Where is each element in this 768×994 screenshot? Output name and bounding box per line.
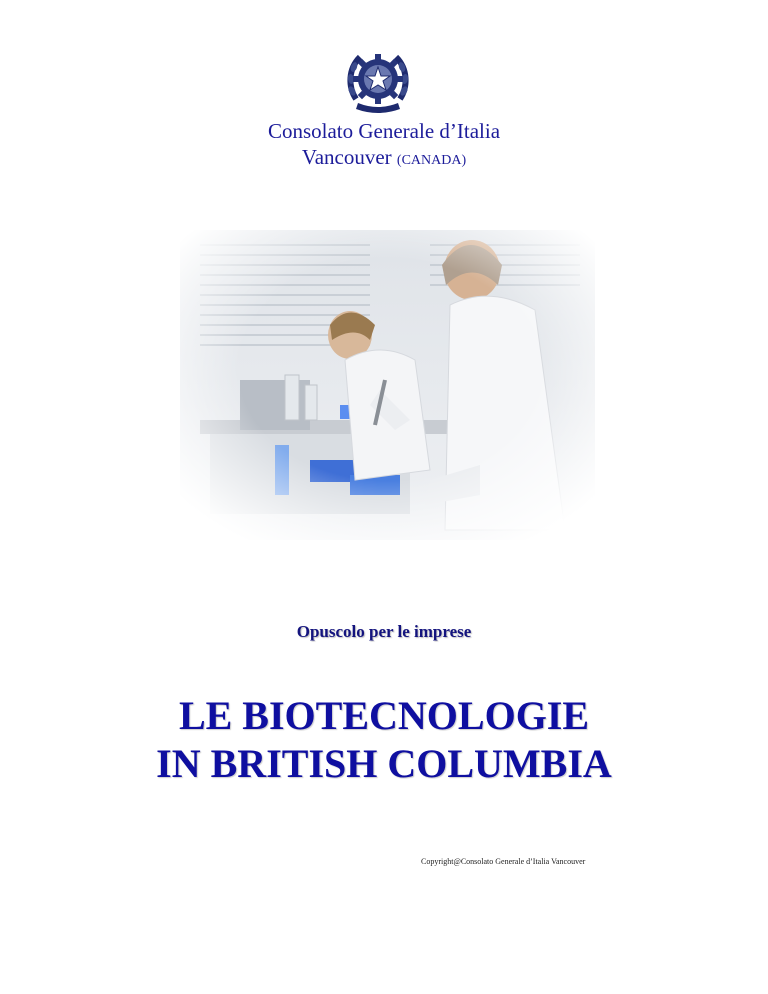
consulate-city: Vancouver [301,145,392,169]
brochure-subtitle: Opuscolo per le imprese [296,622,472,641]
consulate-location [0,144,768,174]
consulate-name: Consolato Generale d’Italia [267,119,501,143]
consulate-country: (CANADA) [396,153,467,168]
lab-photo [180,230,595,540]
title-line-1: LE BIOTECNOLOGIE [178,693,590,738]
document-title [0,692,768,788]
title-line-2: IN BRITISH COLUMBIA [156,741,612,786]
italian-emblem-icon [346,47,410,117]
copyright-notice: Copyright@Consolato Generale d’Italia Vancouver [421,857,586,866]
consulate-header [0,118,768,174]
